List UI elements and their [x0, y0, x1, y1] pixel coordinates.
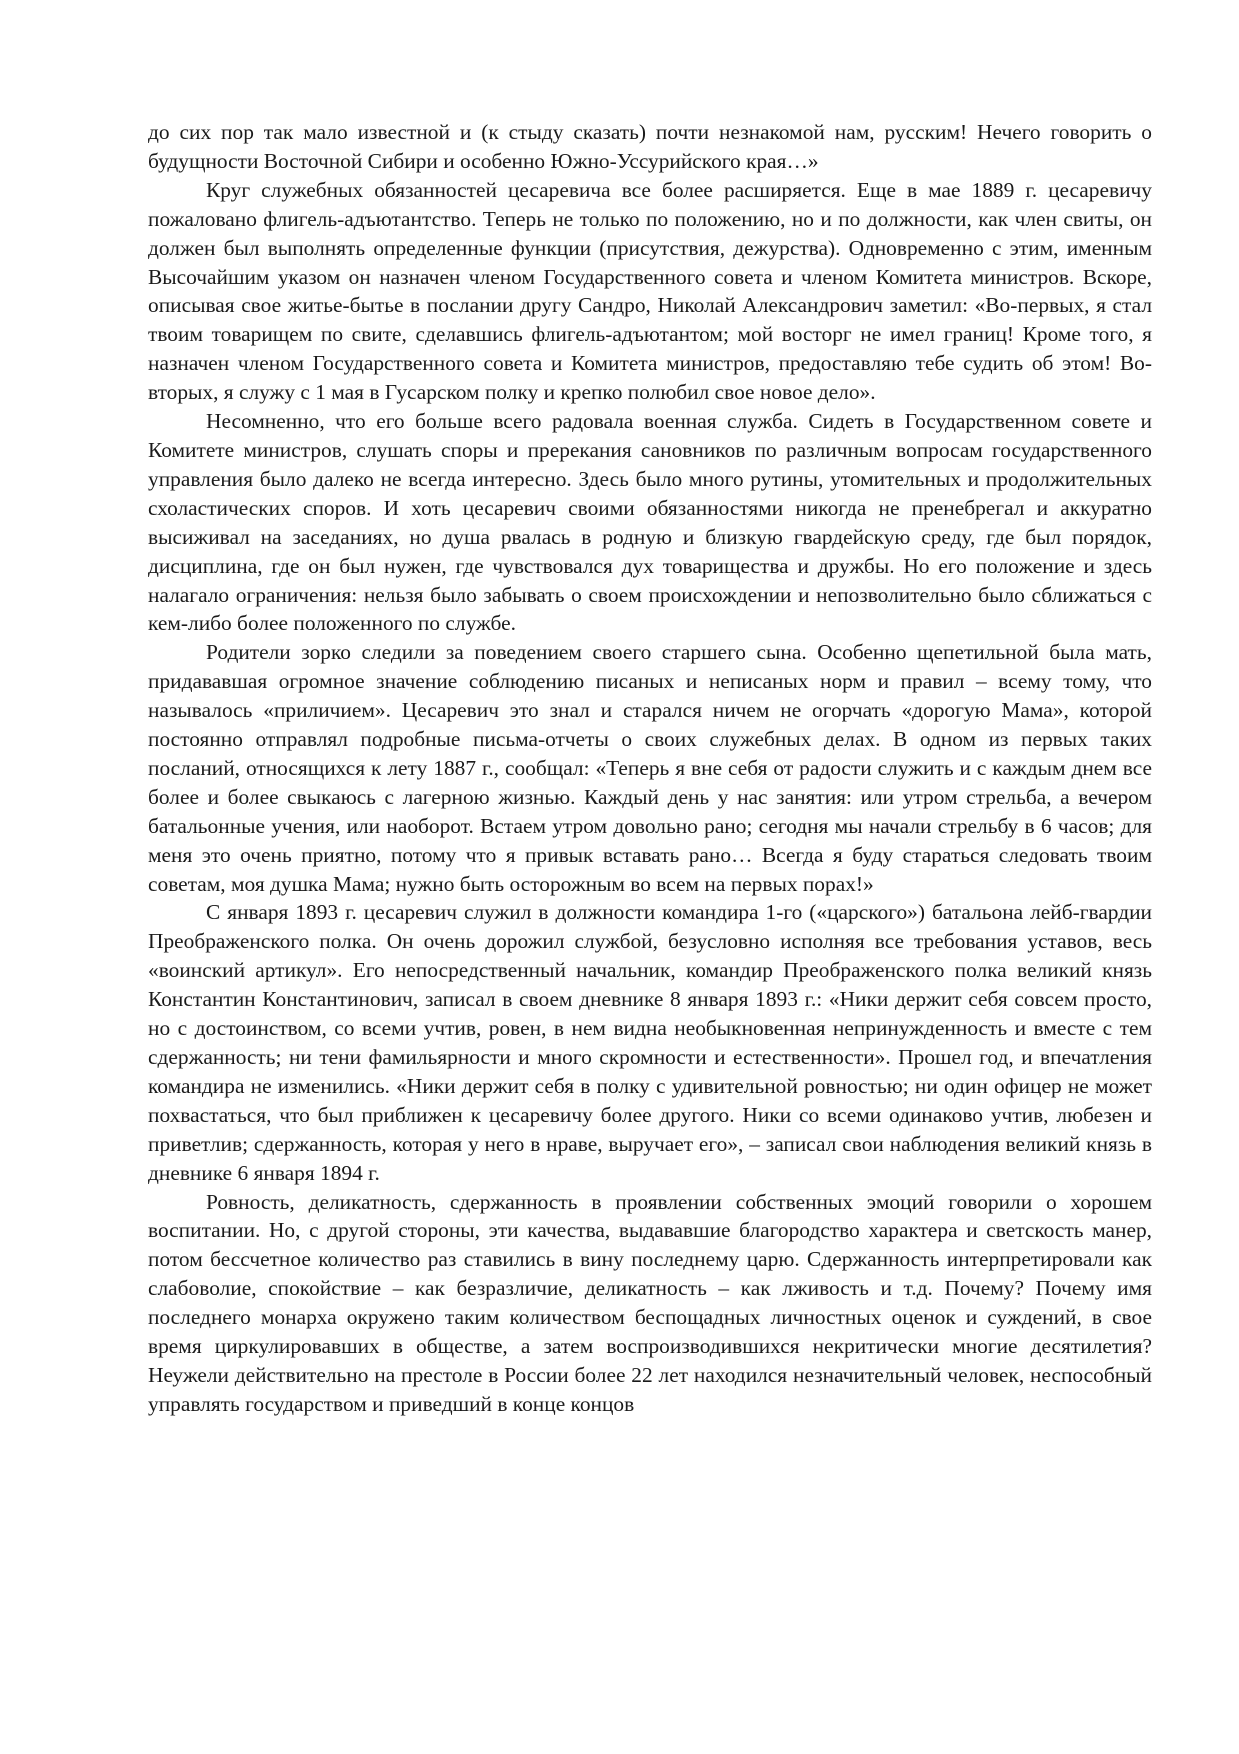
paragraph-6: Ровность, деликатность, сдержанность в проявлении собственных эмоций говорили о хорошем воспитании. Но, с другой стороны, эти качества, выдававшие благородство характера и светскость манер, потом бессчетное количество раз ставились в вину последнему царю. Сдержанность интерпретировали как слабоволие, спокойствие – как безразличие, деликатность – как лживость и т.д. Почему? Почему имя последнего монарха окружено таким количеством беспощадных личностных оценок и суждений, в свое время циркулировавших в обществе, а затем воспроизводившихся некритически многие десятилетия? Неужели действительно на престоле в России более 22 лет находился незначительный человек, неспособный управлять государством и приведший в конце концов	[148, 1189, 1152, 1416]
paragraph-2: Круг служебных обязанностей цесаревича все более расширяется. Еще в мае 1889 г. цесаревичу пожаловано флигель-адъютантство. Теперь не только по положению, но и по должности, как член свиты, он должен был выполнять определенные функции (присутствия, дежурства). Одновременно с этим, именным Высочайшим указом он назначен членом Государственного совета и членом Комитета министров. Вскоре, описывая свое житье-бытье в послании другу Сандро, Николай Александрович заметил: «Во-первых, я стал твоим товарищем по свите, сделавшись флигель-адъютантом; мой восторг не имел границ! Кроме того, я назначен членом Государственного совета и Комитета министров, предоставляю тебе судить об этом! Во-вторых, я служу с 1 мая в Гусарском полку и крепко полюбил свое новое дело».	[148, 177, 1152, 405]
paragraph-4: Родители зорко следили за поведением своего старшего сына. Особенно щепетильной была мать, придававшая огромное значение соблюдению писаных и неписаных норм и правил – всему тому, что называлось «приличием». Цесаревич это знал и старался ничем не огорчать «дорогую Мама», которой постоянно отправлял подробные письма-отчеты о своих служебных делах. В одном из первых таких посланий, относящихся к лету 1887 г., сообщал: «Теперь я вне себя от радости служить и с каждым днем все более и более свыкаюсь с лагерною жизнью. Каждый день у нас занятия: или утром стрельба, а вечером батальонные учения, или наоборот. Встаем утром довольно рано; сегодня мы начали стрельбу в 6 часов; для меня это очень приятно, потому что я привык вставать рано… Всегда я буду стараться следовать твоим советам, моя душка Мама; нужно быть осторожным во всем на первых порах!»	[148, 640, 1152, 896]
paragraph-1: до сих пор так мало известной и (к стыду сказать) почти незнакомой нам, русским! Нечего говорить о будущности Восточной Сибири и особенно Южно-Уссурийского края…»	[148, 120, 1152, 173]
paragraph-5: С января 1893 г. цесаревич служил в должности командира 1-го («царского») батальона лейб-гвардии Преображенского полка. Он очень дорожил службой, безусловно исполняя все требования уставов, весь «воинский артикул». Его непосредственный начальник, командир Преображенского полка великий князь Константин Константинович, записал в своем дневнике 8 января 1893 г.: «Ники держит себя совсем просто, но с достоинством, со всеми учтив, ровен, в нем видна необыкновенная непринужденность и вместе с тем сдержанность; ни тени фамильярности и много скромности и естественности». Прошел год, и впечатления командира не изменились. «Ники держит себя в полку с удивительной ровностью; ни один офицер не может похвастаться, что был приближен к цесаревичу более другого. Ники со всеми одинаково учтив, любезен и приветлив; сдержанность, которая у него в нраве, выручает его», – записал свои наблюдения великий князь в дневнике 6 января 1894 г.	[148, 900, 1152, 1185]
document-page	[148, 118, 1152, 1419]
paragraph-3: Несомненно, что его больше всего радовала военная служба. Сидеть в Государственном совете и Комитете министров, слушать споры и пререкания сановников по различным вопросам государственного управления было далеко не всегда интересно. Здесь было много рутины, утомительных и продолжительных схоластических споров. И хоть цесаревич своими обязанностями никогда не пренебрегал и аккуратно высиживал на заседаниях, но душа рвалась в родную и близкую гвардейскую среду, где был порядок, дисциплина, где он был нужен, где чувствовался дух товарищества и дружбы. Но его положение и здесь налагало ограничения: нельзя было забывать о своем происхождении и непозволительно было сближаться с кем-либо более положенного по службе.	[148, 409, 1152, 636]
